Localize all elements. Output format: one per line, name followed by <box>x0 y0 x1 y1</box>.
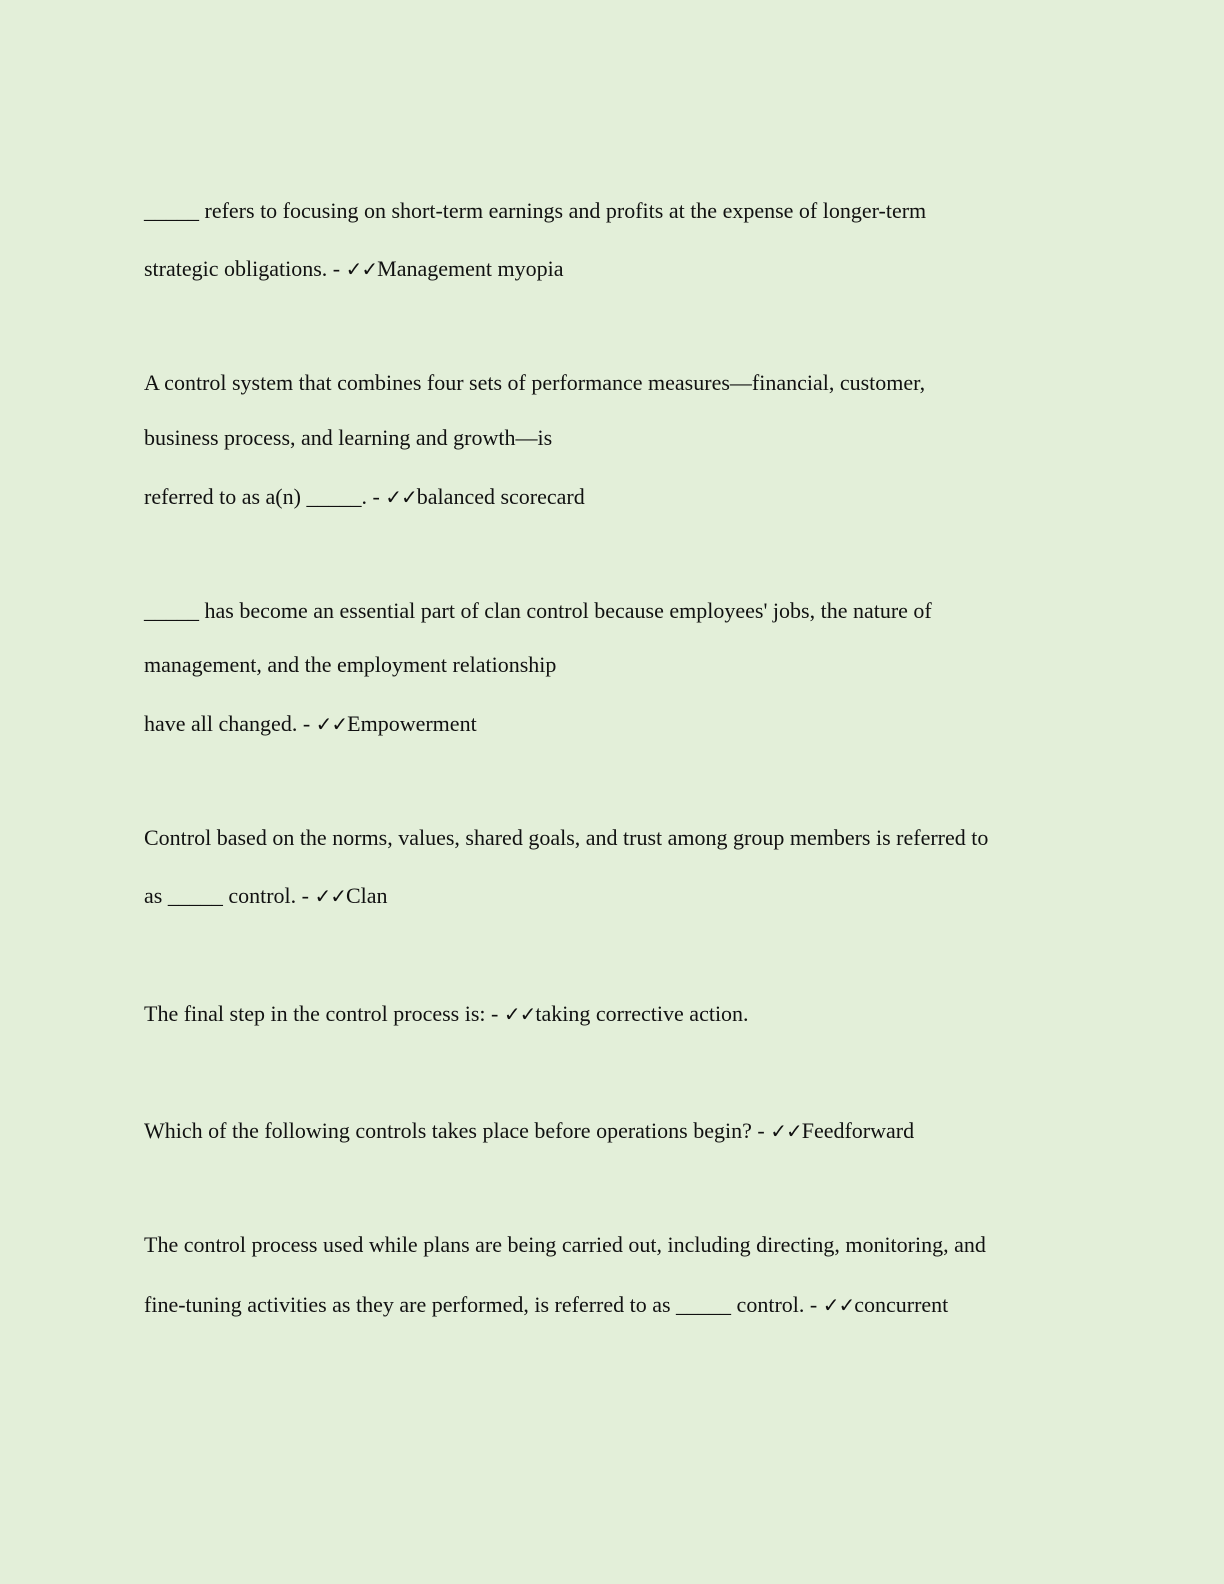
question-4-line-1 <box>144 827 988 849</box>
question-3-line-3 <box>144 713 477 735</box>
answer-text: Clan <box>345 883 388 908</box>
question-text: management, and the employment relationship <box>144 652 557 677</box>
double-check-icon: ✓✓ <box>770 1119 802 1143</box>
question-7-line-2 <box>144 1294 948 1316</box>
question-text: _____ refers to focusing on short-term earnings and profits at the expense of longer-term <box>144 198 927 223</box>
question-1-line-2 <box>144 258 563 280</box>
question-text: The control process used while plans are being carried out, including directing, monitoring, and <box>144 1232 986 1257</box>
answer-text: Empowerment <box>347 711 477 736</box>
question-3-line-1 <box>144 600 932 622</box>
double-check-icon: ✓✓ <box>315 712 348 736</box>
question-text: A control system that combines four sets of performance measures—financial, customer, <box>144 370 926 395</box>
double-check-icon: ✓✓ <box>503 1002 536 1026</box>
question-text: The final step in the control process is: - <box>144 1001 504 1026</box>
question-text: business process, and learning and growth—is <box>144 425 553 450</box>
double-check-icon: ✓✓ <box>385 485 417 509</box>
question-text: Which of the following controls takes place before operations begin? - <box>144 1118 771 1143</box>
answer-text: balanced scorecard <box>416 484 585 509</box>
question-5-line-1 <box>144 1003 749 1025</box>
answer-text: concurrent <box>854 1292 949 1317</box>
question-text: have all changed. - <box>144 711 316 736</box>
question-text: referred to as a(n) _____. - <box>144 484 386 509</box>
answer-text: Management myopia <box>377 256 564 281</box>
question-2-line-1 <box>144 372 925 394</box>
question-text: _____ has become an essential part of clan control because employees' jobs, the nature of <box>144 598 932 623</box>
question-2-line-3 <box>144 486 585 508</box>
double-check-icon: ✓✓ <box>345 257 378 281</box>
question-4-line-2 <box>144 885 388 907</box>
double-check-icon: ✓✓ <box>822 1293 855 1317</box>
question-text: Control based on the norms, values, shared goals, and trust among group members is referred to <box>144 825 989 850</box>
question-text: as _____ control. - <box>144 883 315 908</box>
question-text: fine-tuning activities as they are performed, is referred to as _____ control. - <box>144 1292 823 1317</box>
question-text: strategic obligations. - <box>144 256 346 281</box>
answer-text: Feedforward <box>801 1118 915 1143</box>
double-check-icon: ✓✓ <box>314 884 346 908</box>
question-2-line-2 <box>144 427 552 449</box>
question-3-line-2 <box>144 654 556 676</box>
question-1-line-1 <box>144 200 926 222</box>
answer-text: taking corrective action. <box>535 1001 749 1026</box>
question-6-line-1 <box>144 1120 914 1142</box>
question-7-line-1 <box>144 1234 986 1256</box>
